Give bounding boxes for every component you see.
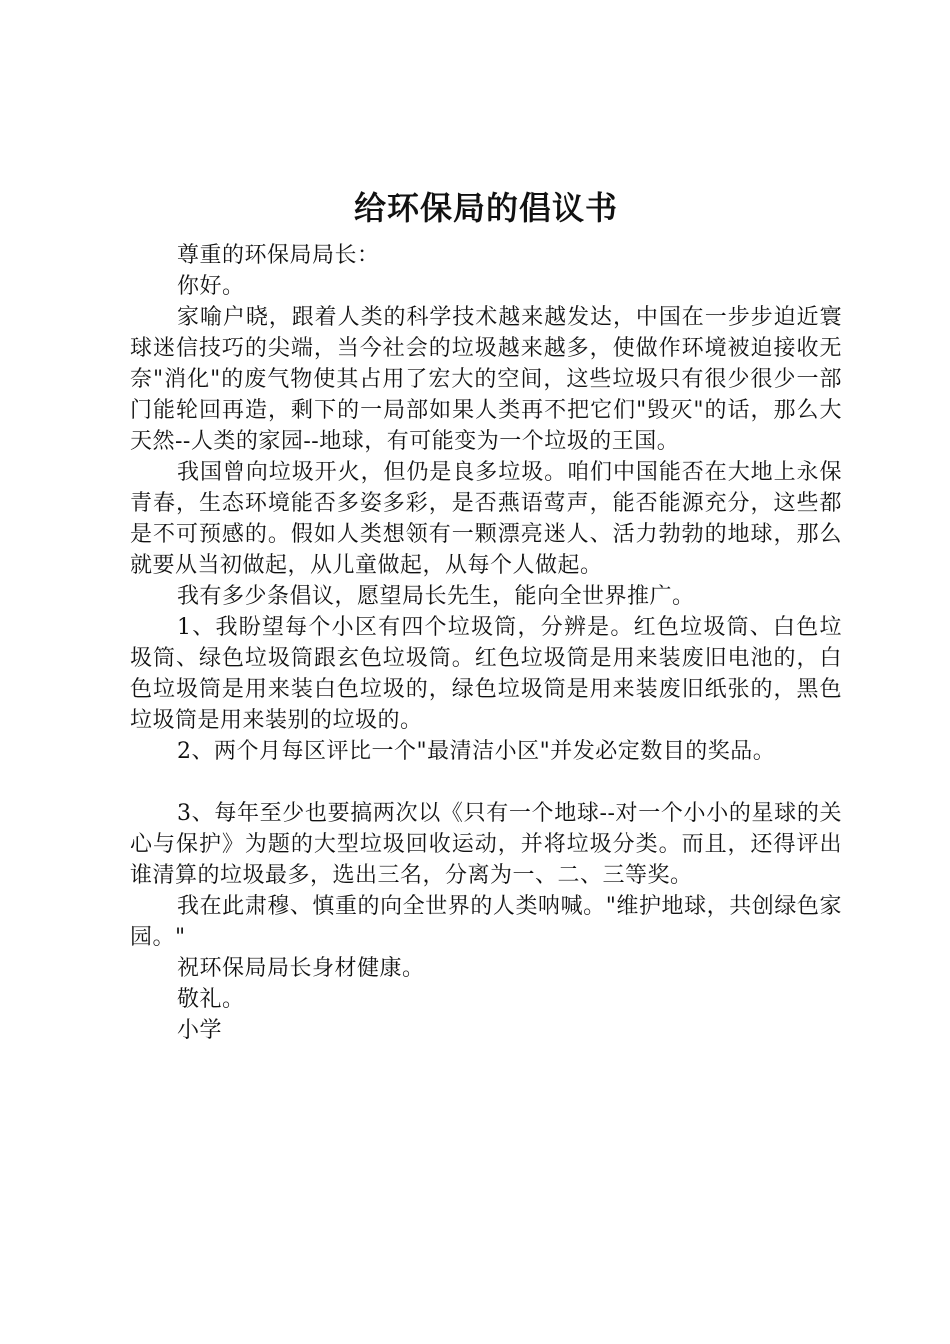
paragraph-problem: 我国曾向垃圾开火，但仍是良多垃圾。咱们中国能否在大地上永保青春，生态环境能否多姿多彩，是否燕语莺声，能否能源充分，这些都是不可预感的。假如人类想领有一颗漂亮迷人、活力勃勃的地球，那么就要从当初做起，从儿童做起，从每个人做起。 <box>130 460 842 578</box>
document-page <box>130 180 842 1046</box>
paragraph-intro: 家喻户晓，跟着人类的科学技术越来越发达，中国在一步步迫近寰球迷信技巧的尖端，当今社会的垃圾越来越多，使做作环境被迫接收无奈"消化"的废气物使其占用了宏大的空间，这些垃圾只有很少很少一部门能轮回再造，剩下的一局部如果人类再不把它们"毁灭"的话，那么大天然--人类的家园--地球，有可能变为一个垃圾的王国。 <box>130 305 842 454</box>
document-title: 给环保局的倡议书 <box>353 189 618 227</box>
proposal-1: 1、我盼望每个小区有四个垃圾筒，分辨是。红色垃圾筒、白色垃圾筒、绿色垃圾筒跟玄色垃圾筒。红色垃圾筒是用来装废旧电池的，白色垃圾筒是用来装白色垃圾的，绿色垃圾筒是用来装废旧纸张的，黑色垃圾筒是用来装别的垃圾的。 <box>130 615 842 733</box>
document-body <box>130 240 842 1046</box>
blank-line <box>130 767 842 798</box>
closing-salute: 敬礼。 <box>177 987 245 1012</box>
signature: 小学 <box>177 1018 223 1043</box>
greeting: 你好。 <box>177 274 245 299</box>
closing-wish: 祝环保局局长身材健康。 <box>177 956 425 981</box>
proposal-3: 3、每年至少也要搞两次以《只有一个地球--对一个小小的星球的关心与保护》为题的大型垃圾回收运动，并将垃圾分类。而且，还得评出谁清算的垃圾最多，选出三名，分离为一、二、三等奖。 <box>130 801 842 888</box>
paragraph-appeal: 我在此肃穆、慎重的向全世界的人类呐喊。"维护地球，共创绿色家园。" <box>130 894 842 950</box>
salutation: 尊重的环保局局长： <box>177 243 380 268</box>
paragraph-proposals-intro: 我有多少条倡议，愿望局长先生，能向全世界推广。 <box>177 584 695 609</box>
proposal-2: 2、两个月每区评比一个"最清洁小区"并发必定数目的奖品。 <box>177 739 776 764</box>
